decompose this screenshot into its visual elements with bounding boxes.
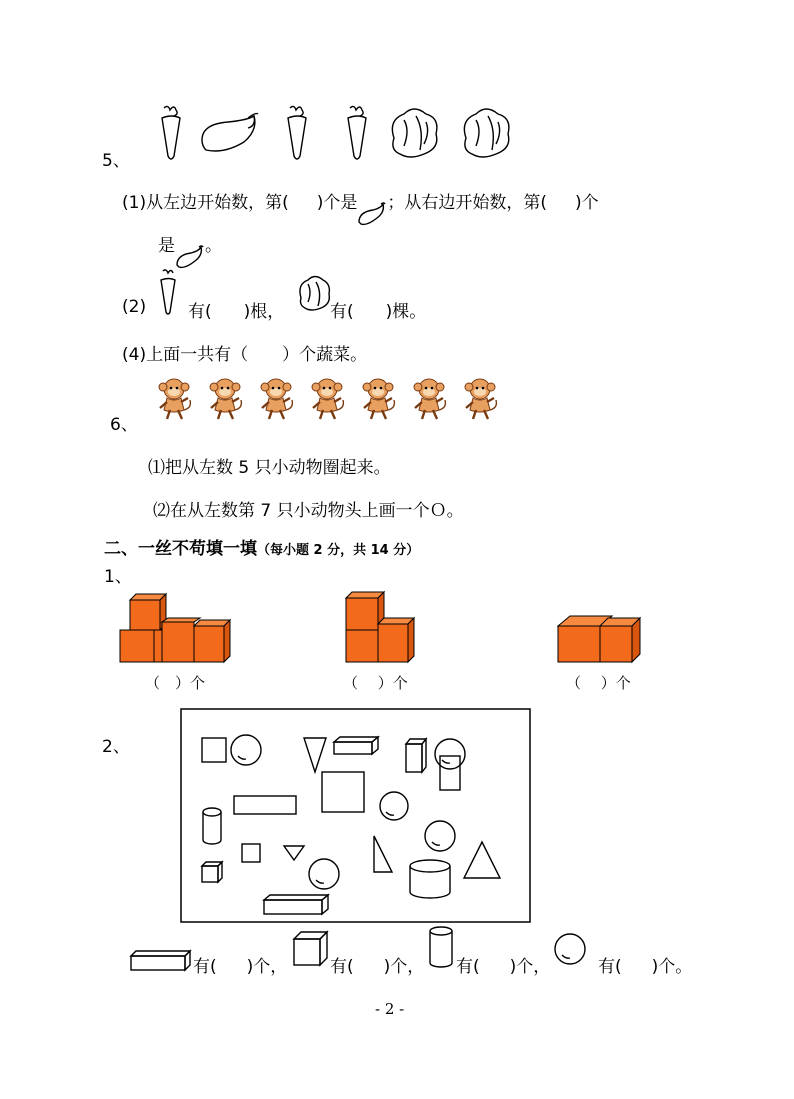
q5-part2-line [188,297,284,322]
q2-text-a1: 有( [193,957,217,977]
s2-q2-number: 2、 [102,737,130,757]
q5-part1-text-d: )个 [575,193,599,213]
q2-answer-d [598,952,692,977]
section2-title: 二、一丝不苟填一填 [104,539,257,559]
cylinder-shape [410,860,450,898]
q6-number: 6、 [110,415,138,435]
q5-part2-text-e: )棵。 [385,302,427,322]
triangle-shape [464,842,500,878]
cuboid-shape [334,737,378,754]
sphere-shape [309,859,339,889]
s2-q1-answer-1[interactable]: （ ）个 [145,674,206,692]
square-shape [242,844,260,862]
cylinder-icon [428,926,456,970]
section2-heading [104,534,419,559]
cylinder-shape [203,808,221,844]
page-number: - 2 - [375,1000,405,1018]
cuboid-icon [130,950,192,972]
shapes-box [180,708,532,924]
q5-part1-text-c: ；从右边开始数，第( [387,193,547,213]
cuboid-shape [406,739,426,772]
q5-part1-text-e: 是 [158,236,175,256]
carrot-icon [288,106,306,159]
carrot-icon [162,106,180,159]
square-shape [322,772,364,812]
cube-stack-1 [118,592,238,664]
sphere-icon [553,932,589,968]
q2-text-b1: )个， [246,957,288,977]
rectangle-shape [234,796,296,814]
monkey-icon [205,376,245,422]
monkey-icon [460,376,500,422]
q2-text-a2: 有( [330,957,354,977]
monkey-icon [358,376,398,422]
carrot-icon [348,106,366,159]
monkey-icon [409,376,449,422]
cube-shape [202,862,222,882]
q2-text-a3: 有( [456,957,480,977]
q2-text-b2: )个， [383,957,425,977]
s2-q1-number: 1、 [104,567,132,587]
q5-part2-line-b [330,297,426,322]
carrot-icon [158,268,178,316]
cube-stack-3 [556,614,646,664]
monkey-row [154,376,504,422]
q2-answer-b [330,952,424,977]
q2-text-a4: 有( [598,957,622,977]
monkey-icon [307,376,347,422]
q6-part2-text: ⑵在从左数第 7 只小动物头上画一个Ｏ。 [153,501,464,521]
q6-part1-text: ⑴把从左数 5 只小动物圈起来。 [148,458,391,478]
s2-q1-answer-2[interactable]: （ ）个 [343,674,408,692]
eggplant-icon [202,114,258,152]
q2-answer-a [193,952,287,977]
square-shape [202,738,226,762]
q5-part2-text-c: )根， [243,302,285,322]
q5-part2-label: (2) [122,297,147,317]
cube-icon [293,930,329,968]
q5-part1-text-b: )个是 [316,193,358,213]
sphere-shape [425,821,455,851]
q2-text-b4: )个。 [651,957,693,977]
monkey-icon [154,376,194,422]
q5-part4-text: (4)上面一共有（ ）个蔬菜。 [122,345,368,365]
q5-part1-text-f: 。 [205,236,222,256]
q2-answer-c [456,952,550,977]
s2-q1-answer-3[interactable]: （ ）个 [566,674,631,692]
vegetable-row [150,104,530,164]
cabbage-icon [464,109,509,157]
triangle-shape [284,846,304,860]
cabbage-icon [298,276,328,312]
cube-stack-2 [344,592,424,664]
triangle-shape [374,836,392,872]
q5-part1-line2 [158,231,222,256]
q2-text-b3: )个， [509,957,551,977]
q5-number: 5、 [102,151,130,171]
q5-part2-text-b: 有( [188,302,212,322]
q5-part1-text-a: (1)从左边开始数，第( [122,193,289,213]
cabbage-icon [392,109,437,157]
q5-part1-line [122,188,599,213]
q5-part2-text-d: 有( [330,302,354,322]
section2-note: （每小题 2 分，共 14 分） [257,543,420,558]
sphere-shape [231,735,261,765]
sphere-shape [380,792,408,820]
triangle-shape [304,738,326,772]
cuboid-shape [264,895,328,914]
monkey-icon [256,376,296,422]
